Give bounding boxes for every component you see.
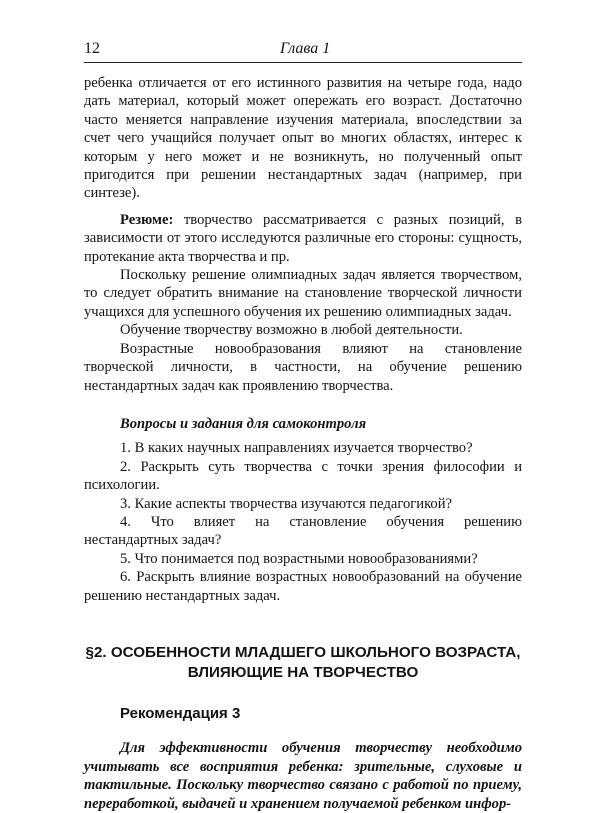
question-item: 3. Какие аспекты творчества изучаются педагогикой? [120,495,452,512]
chapter-title: Глава 1 [280,40,331,57]
question-item: 2. Раскрыть суть творчества с точки зрения философии и психологии. [84,458,522,494]
page-number: 12 [84,40,100,57]
question-item: 4. Что влияет на становление обучения решению нестандартных задач? [84,513,522,549]
section-title-line-1: §2. ОСОБЕННОСТИ МЛАДШЕГО ШКОЛЬНОГО ВОЗРАСТА, [85,643,521,661]
recommendation-heading: Рекомендация 3 [120,704,241,722]
recommendation-text: Для эффективности обучения творчеству необходимо учитывать все восприятия ребенка: зрительные, слуховые и тактильные. Поскольку творчество связано с работой по приему, переработкой, выдачей и хранением получаемой ребенком инфор- [84,740,522,812]
paragraph-learning: Обучение творчеству возможно в любой деятельности. [120,322,463,339]
section-title [84,643,522,683]
paragraph-olympiad: Поскольку решение олимпиадных задач является творчеством, то следует обратить внимание на становление творческой личности учащихся для успешного обучения их решению олимпиадных задач. [84,267,522,320]
paragraph-continuation: ребенка отличается от его истинного развития на четыре года, надо дать материал, который может опережать его возраст. Достаточно часто меняется направление изучения материала, впоследствии за счет чего учащийся получает опыт во многих областях, интерес к которым у него может и не возникнуть, но полученный опыт пригодится при решении нестандартных задач (например, при синтезе). [84,75,522,202]
running-header [84,38,522,63]
question-item: 5. Что понимается под возрастными новообразованиями? [120,550,478,567]
summary-text: творчество рассматривается с разных позиций, в зависимости от этого исследуются различные его стороны: сущность, протекание акта творчества и пр. [84,211,522,265]
summary-label: Резюме: [120,211,174,228]
summary-paragraph [84,211,522,266]
question-item: 6. Раскрыть влияние возрастных новообразований на обучение решению нестандартных задач. [84,569,522,604]
paragraph-age-formations: Возрастные новообразования влияют на становление творческой личности, в частности, на обучение решению нестандартных задач как проявлению творчества. [84,340,522,394]
question-item: 1. В каких научных направлениях изучается творчество? [120,440,473,457]
section-title-line-2: ВЛИЯЮЩИЕ НА ТВОРЧЕСТВО [187,663,419,681]
page-body [84,74,522,813]
questions-heading: Вопросы и задания для самоконтроля [120,415,367,432]
questions-list [84,439,522,605]
